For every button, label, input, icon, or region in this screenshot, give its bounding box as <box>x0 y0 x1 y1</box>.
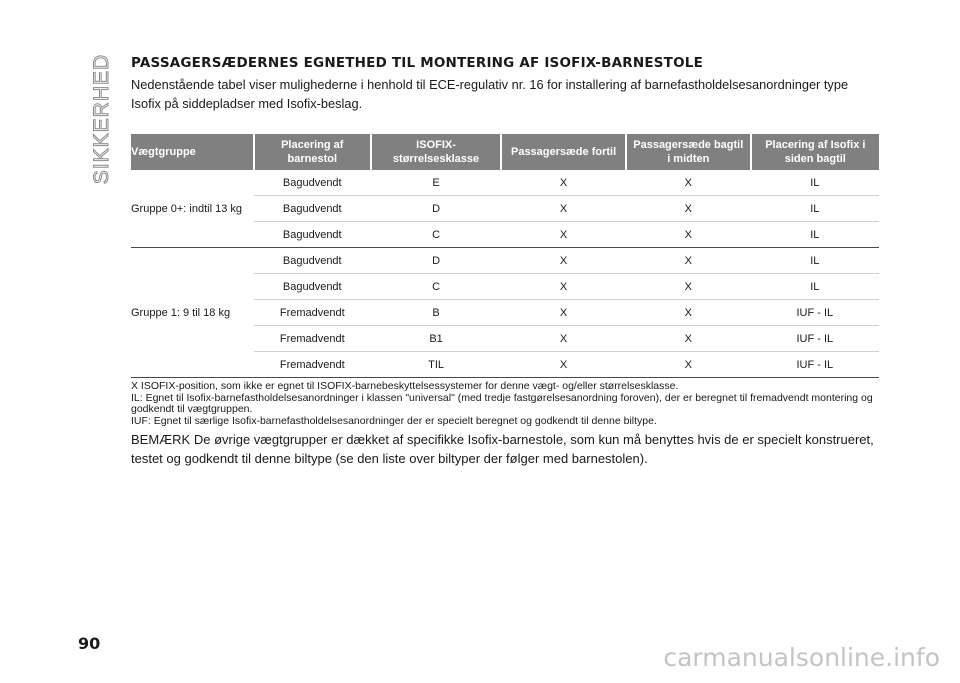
table-cell: IL <box>751 196 879 222</box>
table-cell: X <box>626 300 751 326</box>
table-cell: X <box>501 274 626 300</box>
table-cell: X <box>626 352 751 378</box>
table-cell: X <box>501 300 626 326</box>
table-cell: X <box>501 222 626 248</box>
note-il: IL: Egnet til Isofix-barnefastholdelsesanordninger i klassen "universal" (med tredje fastgørelsesanordning foroven), der er beregnet til fremadvendt montering og godkendt til vægtgruppen. <box>131 391 873 415</box>
table-cell: IL <box>751 170 879 196</box>
table-cell: X <box>501 196 626 222</box>
table-cell: X <box>501 326 626 352</box>
header-seat-placement: Placering af barnestol <box>254 134 371 170</box>
header-size-class: ISOFIX-størrelsesklasse <box>371 134 501 170</box>
table-cell: IL <box>751 222 879 248</box>
table-cell: D <box>371 248 501 274</box>
table-cell: C <box>371 274 501 300</box>
header-front-passenger: Passagersæde fortil <box>501 134 626 170</box>
table-header-row <box>131 134 879 170</box>
table-notes <box>131 381 879 427</box>
table-cell: D <box>371 196 501 222</box>
page-number: 90 <box>78 634 101 653</box>
watermark-link[interactable]: carmanualsonline.info <box>663 643 940 672</box>
table-cell: Bagudvendt <box>254 170 371 196</box>
isofix-table <box>131 134 879 378</box>
table-cell: X <box>626 274 751 300</box>
header-rear-side: Placering af Isofix i siden bagtil <box>751 134 879 170</box>
table-cell: X <box>626 196 751 222</box>
group-label: Gruppe 0+: indtil 13 kg <box>131 170 254 248</box>
table-cell: X <box>501 352 626 378</box>
table-cell: B1 <box>371 326 501 352</box>
table-cell: TIL <box>371 352 501 378</box>
table-cell: X <box>501 248 626 274</box>
table-cell: E <box>371 170 501 196</box>
table-cell: X <box>626 170 751 196</box>
table-cell: Bagudvendt <box>254 222 371 248</box>
table-cell: IUF - IL <box>751 326 879 352</box>
intro-paragraph: Nedenstående tabel viser mulighederne i henhold til ECE-regulativ nr. 16 for installering af barnefastholdelsesanordninger type Isofix på siddepladser med Isofix-beslag. <box>131 77 849 111</box>
table-cell: Bagudvendt <box>254 274 371 300</box>
table-cell: Bagudvendt <box>254 248 371 274</box>
table-cell: IUF - IL <box>751 352 879 378</box>
group-label: Gruppe 1: 9 til 18 kg <box>131 248 254 378</box>
table-row <box>131 170 879 196</box>
table-row <box>131 248 879 274</box>
table-cell: X <box>501 170 626 196</box>
header-weight-group: Vægtgruppe <box>131 134 254 170</box>
table-cell: Fremadvendt <box>254 352 371 378</box>
page-title: PASSAGERSÆDERNES EGNETHED TIL MONTERING AF ISOFIX-BARNESTOLE <box>131 55 703 71</box>
table-cell: X <box>626 248 751 274</box>
table-cell: X <box>626 326 751 352</box>
table-cell: X <box>626 222 751 248</box>
section-label-text: SIKKERHED <box>90 53 113 185</box>
section-side-label <box>76 53 128 185</box>
page-content <box>131 55 879 468</box>
note-iuf: IUF: Egnet til særlige Isofix-barnefastholdelsesanordninger der er specielt beregnet og godkendt til denne biltype. <box>131 414 657 427</box>
table-cell: Bagudvendt <box>254 196 371 222</box>
table-cell: IL <box>751 274 879 300</box>
table-cell: Fremadvendt <box>254 300 371 326</box>
table-cell: Fremadvendt <box>254 326 371 352</box>
table-cell: IL <box>751 248 879 274</box>
table-cell: C <box>371 222 501 248</box>
note-x: X ISOFIX-position, som ikke er egnet til ISOFIX-barnebeskyttelsessystemer for denne vægt- og/eller størrelsesklasse. <box>131 380 679 392</box>
table-cell: IUF - IL <box>751 300 879 326</box>
header-rear-middle: Passagersæde bagtil i midten <box>626 134 751 170</box>
remark-paragraph: BEMÆRK De øvrige vægtgrupper er dækket af specifikke Isofix-barnestole, som kun må benyttes hvis de er specielt konstrueret, testet og godkendt til denne biltype (se den liste over biltyper der følger med barnestolen). <box>131 432 874 466</box>
table-cell: B <box>371 300 501 326</box>
